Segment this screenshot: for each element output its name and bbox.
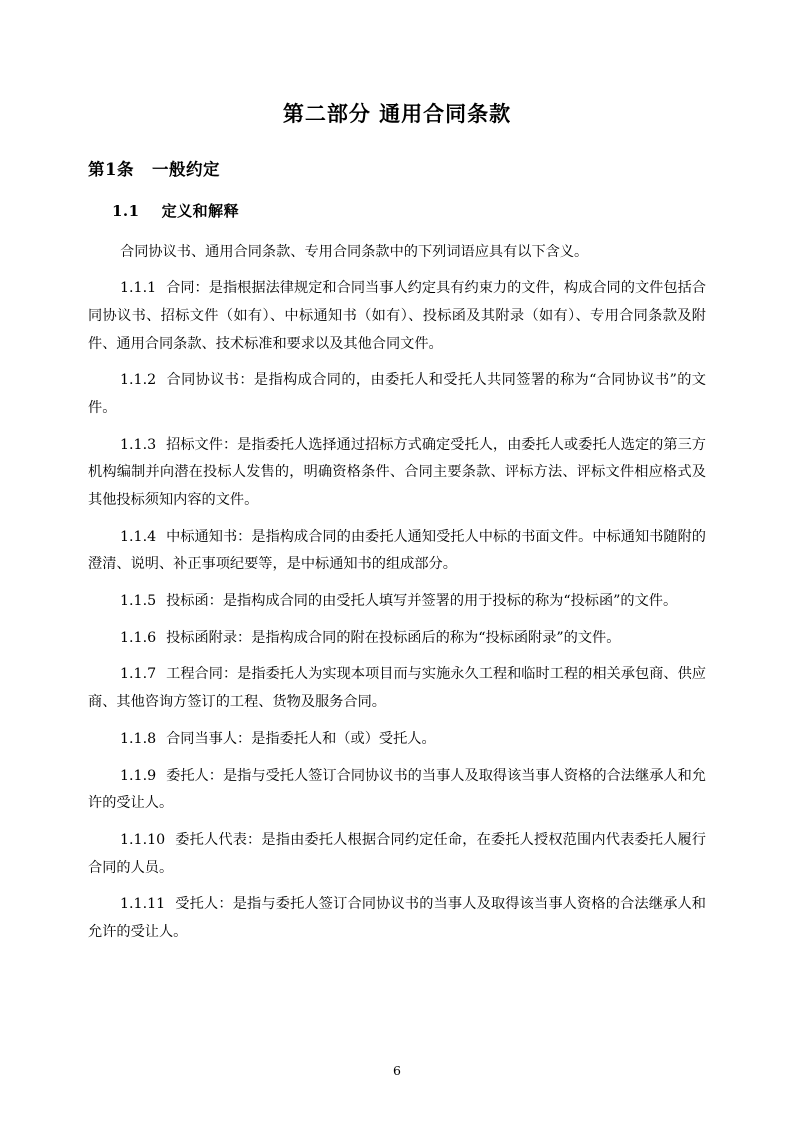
clause-text: 招标文件：是指委托人选择通过招标方式确定受托人，由委托人或委托人选定的第三方机构编制并向潜在投标人发售的，明确资格条件、合同主要条款、评标方法、评标文件相应格式及其他投标须知内容的文件。 [88, 436, 706, 508]
clause-number: 1.1.6 [120, 629, 157, 646]
clause-text: 投标函附录：是指构成合同的附在投标函后的称为“投标函附录”的文件。 [166, 629, 621, 646]
clause-number: 1.1.8 [120, 730, 157, 747]
clause-paragraph [88, 763, 706, 818]
clause-text: 委托人：是指与受托人签订合同协议书的当事人及取得该当事人资格的合法继承人和允许的受让人。 [88, 767, 706, 812]
intro-paragraph-text: 合同协议书、通用合同条款、专用合同条款中的下列词语应具有以下含义。 [120, 243, 589, 260]
clause-text: 合同当事人：是指委托人和（或）受托人。 [166, 730, 436, 747]
clause-number: 1.1.5 [120, 593, 157, 610]
clause-number: 1.1.4 [120, 528, 157, 545]
clause-paragraph [88, 524, 706, 579]
clause-number: 1.1.2 [120, 372, 157, 389]
clause-number: 1.1.3 [120, 436, 157, 453]
page-title: 第二部分 通用合同条款 [282, 101, 512, 126]
clause-paragraph [88, 726, 706, 754]
clause-text: 合同协议书：是指构成合同的，由委托人和受托人共同签署的称为“合同协议书”的文件。 [88, 372, 706, 416]
clause-paragraph [88, 891, 706, 946]
clause-paragraph [88, 625, 706, 653]
section-heading-label: 一般约定 [151, 159, 220, 179]
subsection-label: 定义和解释 [161, 201, 240, 220]
clause-paragraph [88, 275, 706, 358]
clause-number: 1.1.10 [120, 831, 166, 848]
section-heading [88, 156, 706, 180]
section-heading-number: 第1条 [88, 159, 134, 179]
clause-text: 合同：是指根据法律规定和合同当事人约定具有约束力的文件，构成合同的文件包括合同协议书、招标文件（如有）、中标通知书（如有）、投标函及其附录（如有）、专用合同条款及附件、通用合同条款、技术标准和要求以及其他合同文件。 [88, 280, 706, 352]
clause-text: 投标函：是指构成合同的由受托人填写并签署的用于投标的称为“投标函”的文件。 [166, 593, 678, 610]
intro-paragraph [88, 239, 706, 267]
clause-text: 中标通知书：是指构成合同的由委托人通知受托人中标的书面文件。中标通知书随附的澄清、说明、补正事项纪要等，是中标通知书的组成部分。 [88, 528, 706, 573]
clause-text: 工程合同：是指委托人为实现本项目而与实施永久工程和临时工程的相关承包商、供应商、其他咨询方签订的工程、货物及服务合同。 [88, 666, 706, 711]
clause-paragraph [88, 588, 706, 616]
page-number: 6 [393, 1063, 401, 1078]
subsection-number: 1.1 [112, 201, 140, 220]
subsection-heading [88, 200, 706, 221]
clause-number: 1.1.7 [120, 666, 157, 683]
clause-number: 1.1.9 [120, 767, 157, 784]
clause-number: 1.1.1 [120, 280, 157, 297]
clause-text: 受托人：是指与委托人签订合同协议书的当事人及取得该当事人资格的合法继承人和允许的受让人。 [88, 896, 706, 940]
clause-text: 委托人代表：是指由委托人根据合同约定任命，在委托人授权范围内代表委托人履行合同的人员。 [88, 831, 706, 876]
clause-paragraph [88, 432, 706, 515]
clause-paragraph [88, 661, 706, 716]
clause-paragraph [88, 827, 706, 882]
clause-paragraph [88, 367, 706, 422]
clause-number: 1.1.11 [120, 896, 166, 913]
